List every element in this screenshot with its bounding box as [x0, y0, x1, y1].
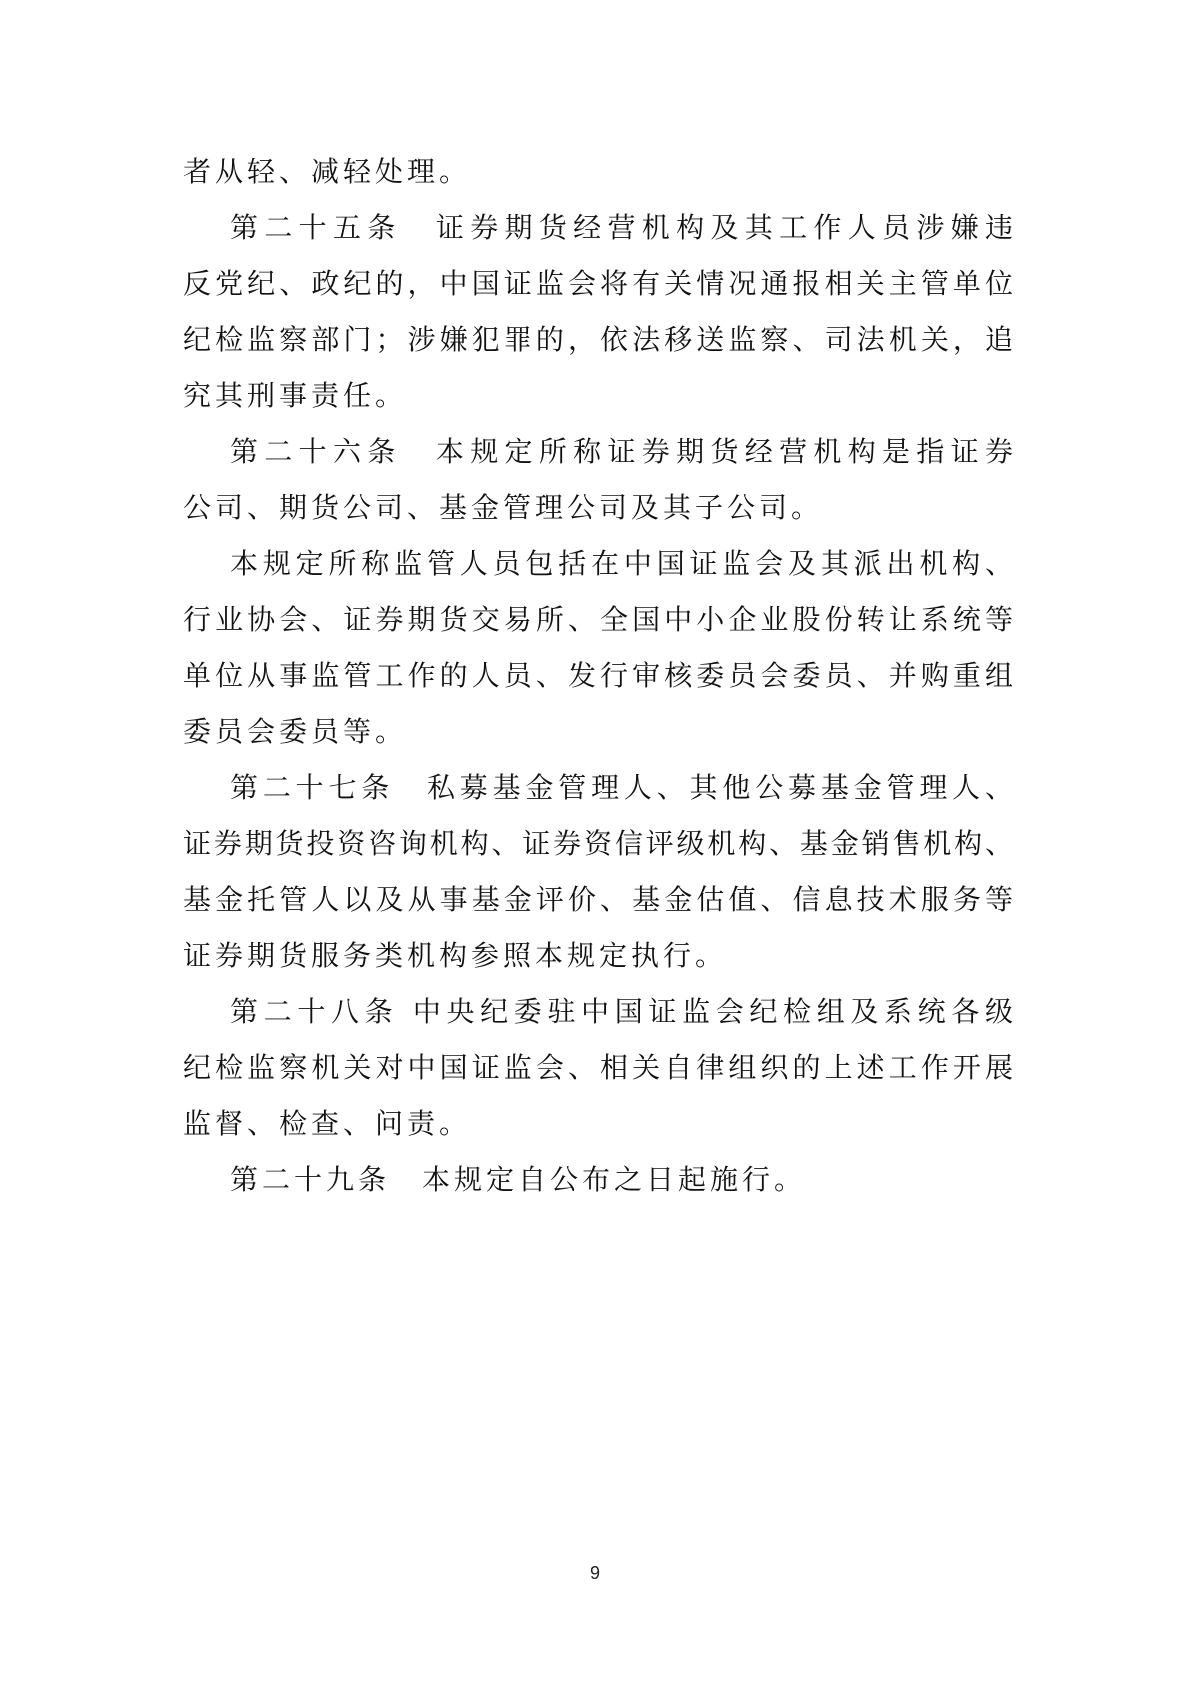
page-number: 9	[589, 1563, 600, 1583]
paragraph-line: 本规定所称监管人员包括在中国证监会及其派出机构、	[230, 547, 1013, 580]
text-line: 单位从事监管工作的人员、发行审核委员会委员、并购重组	[183, 659, 1013, 692]
article-27-line: 第二十七条 私募基金管理人、其他公募基金管理人、	[230, 771, 1013, 804]
text-line: 究其刑事责任。	[183, 379, 408, 412]
text-line: 证券期货服务类机构参照本规定执行。	[183, 939, 728, 972]
text-line: 纪检监察部门；涉嫌犯罪的，依法移送监察、司法机关，追	[183, 323, 1013, 356]
text-line: 行业协会、证券期货交易所、全国中小企业股份转让系统等	[183, 603, 1013, 636]
text-line: 证券期货投资咨询机构、证券资信评级机构、基金销售机构、	[183, 827, 1013, 860]
text-line: 者从轻、减轻处理。	[183, 155, 472, 188]
text-line: 监督、检查、问责。	[183, 1107, 472, 1140]
text-line: 纪检监察机关对中国证监会、相关自律组织的上述工作开展	[183, 1051, 1013, 1084]
article-28-line: 第二十八条 中央纪委驻中国证监会纪检组及系统各级	[230, 995, 1013, 1028]
article-26-line: 第二十六条 本规定所称证券期货经营机构是指证券	[230, 435, 1013, 468]
text-line: 委员会委员等。	[183, 715, 408, 748]
article-25-line: 第二十五条 证券期货经营机构及其工作人员涉嫌违	[230, 211, 1013, 244]
text-line: 基金托管人以及从事基金评价、基金估值、信息技术服务等	[183, 883, 1013, 916]
text-line: 公司、期货公司、基金管理公司及其子公司。	[183, 491, 824, 524]
text-line: 反党纪、政纪的，中国证监会将有关情况通报相关主管单位	[183, 267, 1013, 300]
article-29-line: 第二十九条 本规定自公布之日起施行。	[230, 1163, 807, 1196]
